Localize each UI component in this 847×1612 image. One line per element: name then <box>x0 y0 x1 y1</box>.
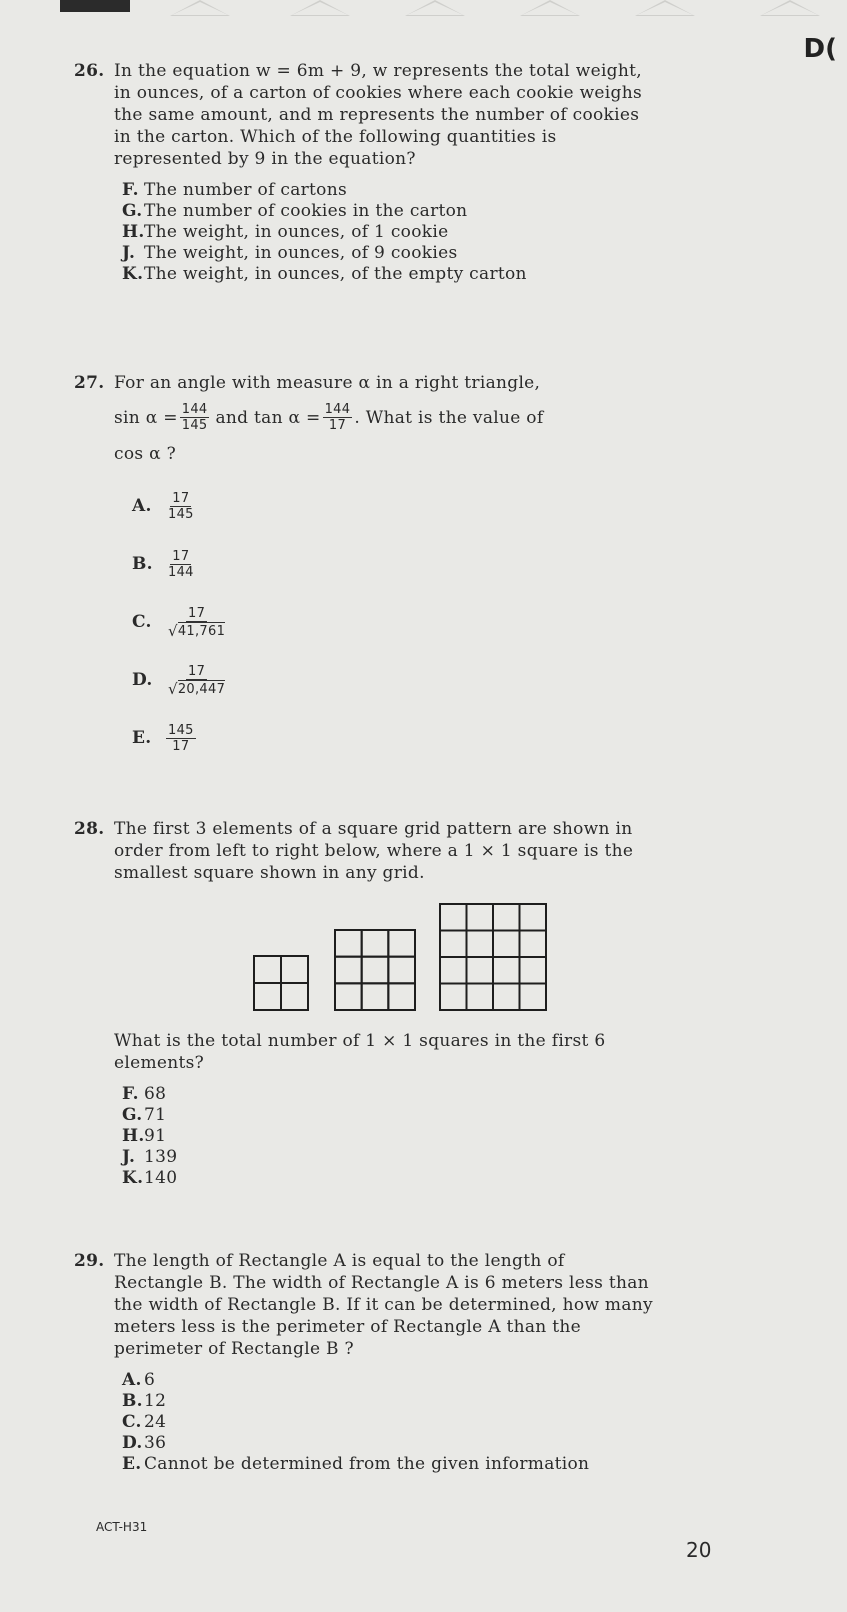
answer-option[interactable] <box>96 651 656 709</box>
option-letter: F. <box>122 180 139 200</box>
numerator: 17 <box>188 605 206 621</box>
triangle-mark <box>760 0 820 16</box>
question-prompt: What is the total number of 1 × 1 squares in the first 6 elements? <box>114 1031 606 1073</box>
grid-cell <box>520 957 547 984</box>
answer-option[interactable] <box>96 535 656 593</box>
corner-text: D( <box>803 34 837 64</box>
grid-element-2 <box>333 928 417 1012</box>
option-letter: E. <box>132 728 152 748</box>
option-text: The number of cookies in the carton <box>144 201 468 221</box>
grid-cell <box>281 956 308 983</box>
option-letter: F. <box>122 1084 139 1104</box>
question-number: 26. <box>74 61 105 81</box>
answer-option[interactable] <box>122 243 656 264</box>
grid-cell <box>493 957 520 984</box>
option-letter: J. <box>122 1147 136 1167</box>
option-fraction <box>166 723 196 754</box>
grid-cell <box>254 983 281 1010</box>
option-letter: G. <box>122 1105 143 1125</box>
grid-cell <box>335 957 362 984</box>
and-text: and tan α = <box>215 407 321 428</box>
answer-option[interactable] <box>122 1147 656 1168</box>
option-letter: B. <box>132 554 153 574</box>
grid-cell <box>493 984 520 1011</box>
answer-option[interactable] <box>122 1412 656 1433</box>
question-26 <box>74 60 656 285</box>
triangle-mark <box>635 0 695 16</box>
question-stem-line3: cos α ? <box>114 444 176 464</box>
option-letter: H. <box>122 222 145 242</box>
numerator: 17 <box>188 663 206 679</box>
grid-element-3 <box>438 902 548 1012</box>
answer-option[interactable] <box>122 1168 656 1189</box>
answer-option[interactable] <box>122 264 656 285</box>
grid-cell <box>388 983 415 1010</box>
test-code: ACT-H31 <box>96 1520 148 1534</box>
radical-sign: √ <box>168 621 178 640</box>
option-text: The weight, in ounces, of 9 cookies <box>144 243 458 263</box>
question-28-ask <box>96 1030 656 1189</box>
option-text: The number of cartons <box>144 180 347 200</box>
option-letter: C. <box>132 612 152 632</box>
grid-cell <box>440 931 467 958</box>
answer-option[interactable] <box>122 201 656 222</box>
answer-options <box>96 477 656 767</box>
option-text: 139 <box>144 1147 178 1167</box>
option-text: The weight, in ounces, of the empty carton <box>144 264 527 284</box>
option-text: 24 <box>144 1412 167 1432</box>
option-text: 6 <box>144 1370 156 1390</box>
option-letter: H. <box>122 1126 145 1146</box>
numerator: 145 <box>168 722 194 738</box>
option-fraction <box>166 664 227 697</box>
radicand: 41,761 <box>177 623 226 639</box>
denominator: 145 <box>168 506 194 522</box>
option-text: The weight, in ounces, of 1 cookie <box>144 222 449 242</box>
option-fraction <box>166 549 196 580</box>
sin-fraction <box>180 402 210 433</box>
denominator: 17 <box>172 738 190 754</box>
answer-option[interactable] <box>122 1126 656 1147</box>
option-letter: A. <box>132 496 152 516</box>
answer-option[interactable] <box>122 1391 656 1412</box>
answer-option[interactable] <box>122 1084 656 1105</box>
grid-cell <box>493 904 520 931</box>
grid-cell <box>520 931 547 958</box>
grid-cell <box>388 930 415 957</box>
question-stem-line2 <box>96 402 656 433</box>
sin-denominator: 145 <box>181 418 208 433</box>
option-letter: D. <box>122 1433 143 1453</box>
question-number: 27. <box>74 373 105 393</box>
answer-option[interactable] <box>122 1370 656 1391</box>
option-letter: J. <box>122 243 136 263</box>
question-28 <box>74 818 656 884</box>
question-stem: The first 3 elements of a square grid pattern are shown in order from left to right below, where a 1 × 1 square is the smallest square shown in any grid. <box>114 819 634 883</box>
radical-sign: √ <box>168 679 178 698</box>
grid-cell <box>388 957 415 984</box>
stem-tail: . What is the value of <box>354 407 544 428</box>
tan-fraction <box>323 402 353 433</box>
sqrt-denominator <box>166 680 227 697</box>
answer-options <box>96 1084 656 1189</box>
answer-option[interactable] <box>122 1454 656 1475</box>
grid-cell <box>440 984 467 1011</box>
page-number: 20 <box>686 1538 712 1562</box>
answer-option[interactable] <box>96 477 656 535</box>
question-stem: The length of Rectangle A is equal to the length of Rectangle B. The width of Rectangle A is 6 meters less than the width of Rectangle B. If it can be determined, how many meters less is the perimeter of Rectangle A than the perimeter of Rectangle B ? <box>114 1251 653 1359</box>
option-letter: E. <box>122 1454 142 1474</box>
sqrt-denominator <box>166 622 227 639</box>
radicand: 20,447 <box>177 681 226 697</box>
answer-option[interactable] <box>96 593 656 651</box>
option-text: 12 <box>144 1391 167 1411</box>
option-text: 36 <box>144 1433 167 1453</box>
question-number: 28. <box>74 819 105 839</box>
question-27 <box>74 372 656 767</box>
grid-cell <box>520 984 547 1011</box>
question-stem: In the equation w = 6m + 9, w represents the total weight, in ounces, of a carton of cookies where each cookie weighs the same amount, and m represents the number of cookies in the carton. Which of the following quantities is represented by 9 in the equation? <box>114 61 642 169</box>
answer-options <box>96 1370 656 1475</box>
grid-cell <box>520 904 547 931</box>
triangle-mark <box>520 0 580 16</box>
grid-cell <box>440 904 467 931</box>
sin-numerator: 144 <box>181 402 208 417</box>
question-29 <box>74 1250 656 1475</box>
answer-option[interactable] <box>122 222 656 243</box>
option-letter: C. <box>122 1412 142 1432</box>
grid-cell <box>335 983 362 1010</box>
option-text: Cannot be determined from the given information <box>144 1454 590 1474</box>
option-text: 71 <box>144 1105 167 1125</box>
option-letter: A. <box>122 1370 142 1390</box>
triangle-mark <box>290 0 350 16</box>
answer-option[interactable] <box>122 1433 656 1454</box>
grid-cell <box>440 957 467 984</box>
grid-cell <box>362 957 389 984</box>
grid-cell <box>335 930 362 957</box>
header-bar <box>60 0 130 12</box>
option-fraction <box>166 606 227 639</box>
grid-cell <box>493 931 520 958</box>
option-letter: G. <box>122 201 143 221</box>
sin-prefix: sin α = <box>114 407 178 428</box>
option-text: 68 <box>144 1084 167 1104</box>
option-fraction <box>166 491 196 522</box>
triangle-mark <box>405 0 465 16</box>
tan-denominator: 17 <box>328 418 347 433</box>
grid-cell <box>467 984 494 1011</box>
grid-cell <box>254 956 281 983</box>
grid-cell <box>467 957 494 984</box>
numerator: 17 <box>172 490 190 506</box>
answer-options <box>96 180 656 285</box>
option-letter: D. <box>132 670 153 690</box>
grid-element-1 <box>252 954 310 1012</box>
grid-cell <box>467 904 494 931</box>
triangle-mark <box>170 0 230 16</box>
option-text: 91 <box>144 1126 167 1146</box>
answer-option[interactable] <box>122 1105 656 1126</box>
grid-cell <box>362 930 389 957</box>
grid-cell <box>281 983 308 1010</box>
option-text: 140 <box>144 1168 178 1188</box>
grid-cell <box>362 983 389 1010</box>
answer-option[interactable] <box>96 709 656 767</box>
grid-cell <box>467 931 494 958</box>
question-number: 29. <box>74 1251 105 1271</box>
numerator: 17 <box>172 548 190 564</box>
option-letter: B. <box>122 1391 143 1411</box>
question-stem-line1: For an angle with measure α in a right triangle, <box>114 373 541 393</box>
tan-numerator: 144 <box>324 402 351 417</box>
denominator: 144 <box>168 564 194 580</box>
option-letter: K. <box>122 1168 144 1188</box>
option-letter: K. <box>122 264 144 284</box>
answer-option[interactable] <box>122 180 656 201</box>
